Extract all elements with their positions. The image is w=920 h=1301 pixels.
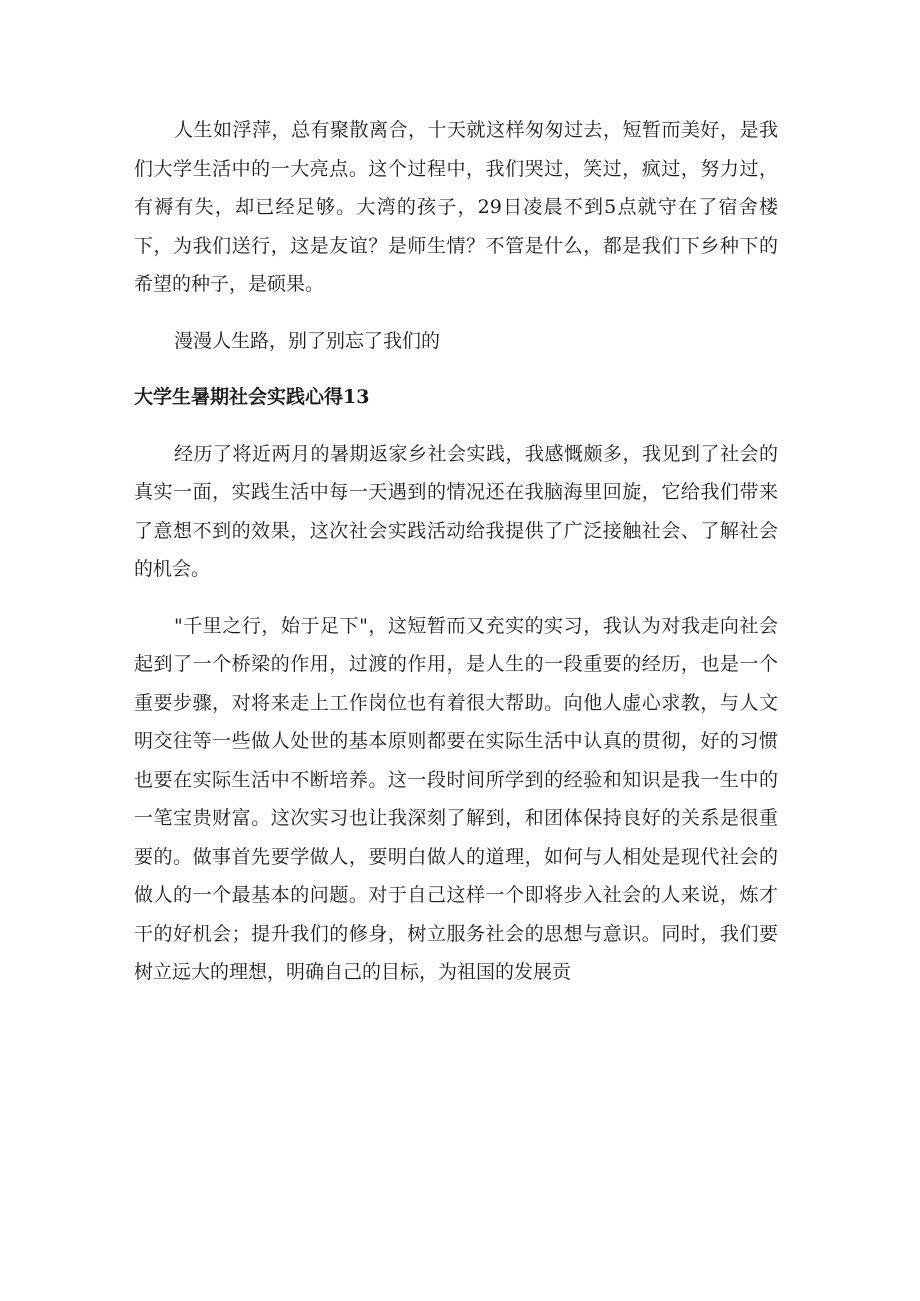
paragraph-reflection: 人生如浮萍，总有聚散离合，十天就这样匆匆过去，短暂而美好，是我们大学生活中的一大亮点。这个过程中，我们哭过，笑过，疯过，努力过，有褥有失，却已经足够。大湾的孩子，29日凌晨不到5点就守在了宿舍楼下，为我们送行，这是友谊？是师生情？不管是什么，都是我们下乡种下的希望的种子，是硕果。 xyxy=(134,119,778,295)
paragraph-internship-reflection: "千里之行，始于足下"，这短暂而又充实的实习，我认为对我走向社会起到了一个桥梁的作用，过渡的作用，是人生的一段重要的经历，也是一个重要步骤，对将来走上工作岗位也有着很大帮助。向他人虚心求教，与人文明交往等一些做人处世的基本原则都要在实际生活中认真的贯彻，好的习惯也要在实际生活中不断培养。这一段时间所学到的经验和知识是我一生中的一笔宝贵财富。这次实习也让我深刻了解到，和团体保持良好的关系是很重要的。做事首先要学做人，要明白做人的道理，如何与人相处是现代社会的做人的一个最基本的问题。对于自己这样一个即将步入社会的人来说，炼才干的好机会；提升我们的修身，树立服务社会的思想与意识。同时，我们要树立远大的理想，明确自己的目标，为祖国的发展贡 xyxy=(134,614,778,983)
section-title: 大学生暑期社会实践心得13 xyxy=(134,386,370,408)
paragraph-farewell: 漫漫人生路，别了别忘了我们的 xyxy=(174,329,441,352)
paragraph-practice-experience: 经历了将近两月的暑期返家乡社会实践，我感慨颇多，我见到了社会的真实一面，实践生活中每一天遇到的情况还在我脑海里回旋，它给我们带来了意想不到的效果，这次社会实践活动给我提供了广泛接触社会、了解社会的机会。 xyxy=(134,442,778,580)
document-page xyxy=(134,111,778,992)
